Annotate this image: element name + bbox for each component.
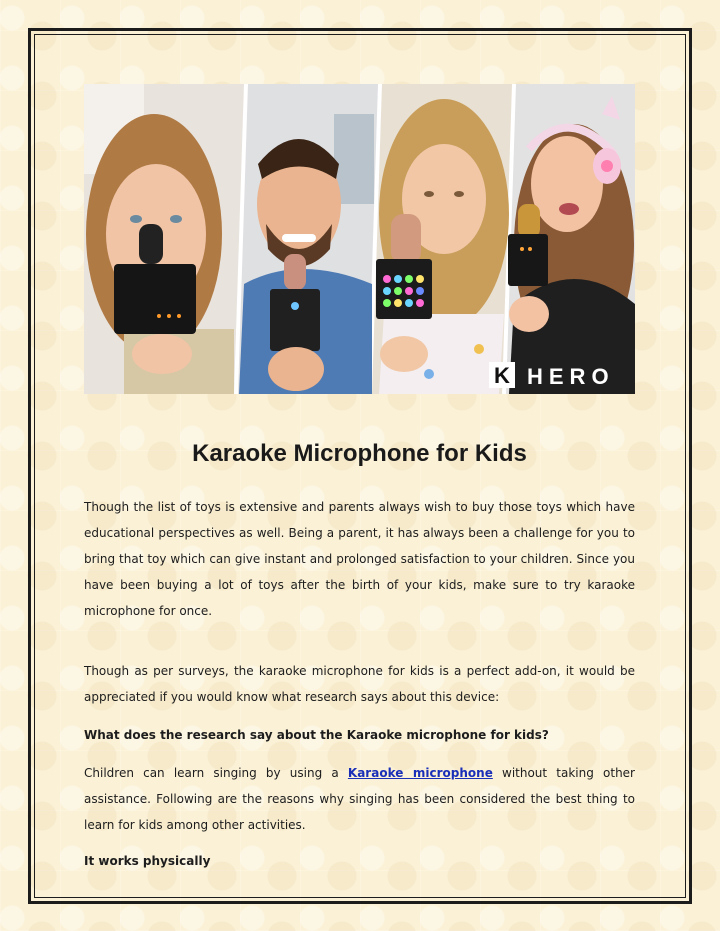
logo-text: HERO <box>527 364 615 389</box>
paragraph-surveys: Though as per surveys, the karaoke microphone for kids is a perfect add-on, it would be appreciated if you would know what research says about this device: <box>84 664 635 704</box>
logo-letter: K <box>494 363 510 388</box>
section-heading-research: What does the research say about the Karaoke microphone for kids? <box>84 728 549 742</box>
hero-brand-logo <box>489 362 615 389</box>
photo-panel-girl-black-mic <box>84 84 244 394</box>
page-title: Karaoke Microphone for Kids <box>192 440 527 467</box>
paragraph-singing-before: Children can learn singing by using a <box>84 766 348 780</box>
section-heading-physically: It works physically <box>84 854 211 868</box>
paragraph-singing-after: without taking other assistance. Following are the reasons why singing has been considered the best thing to learn for kids among other activities. <box>84 766 635 832</box>
hero-image-collage <box>84 84 635 394</box>
paragraph-singing <box>84 760 635 838</box>
paragraph-intro: Though the list of toys is extensive and parents always wish to buy those toys which have educational perspectives as well. Being a parent, it has always been a challenge for you to bring that toy which can give instant and prolonged satisfaction to your children. Since you have been buying a lot of toys after the birth of your kids, make sure to try karaoke microphone for once. <box>84 500 635 618</box>
photo-panel-woman-headphones <box>506 84 635 394</box>
photo-panel-man-rosegold-mic <box>238 84 378 394</box>
karaoke-microphone-link[interactable]: Karaoke microphone <box>347 766 493 780</box>
article-body <box>84 494 635 874</box>
photo-panel-girl-led-mic <box>372 84 512 394</box>
